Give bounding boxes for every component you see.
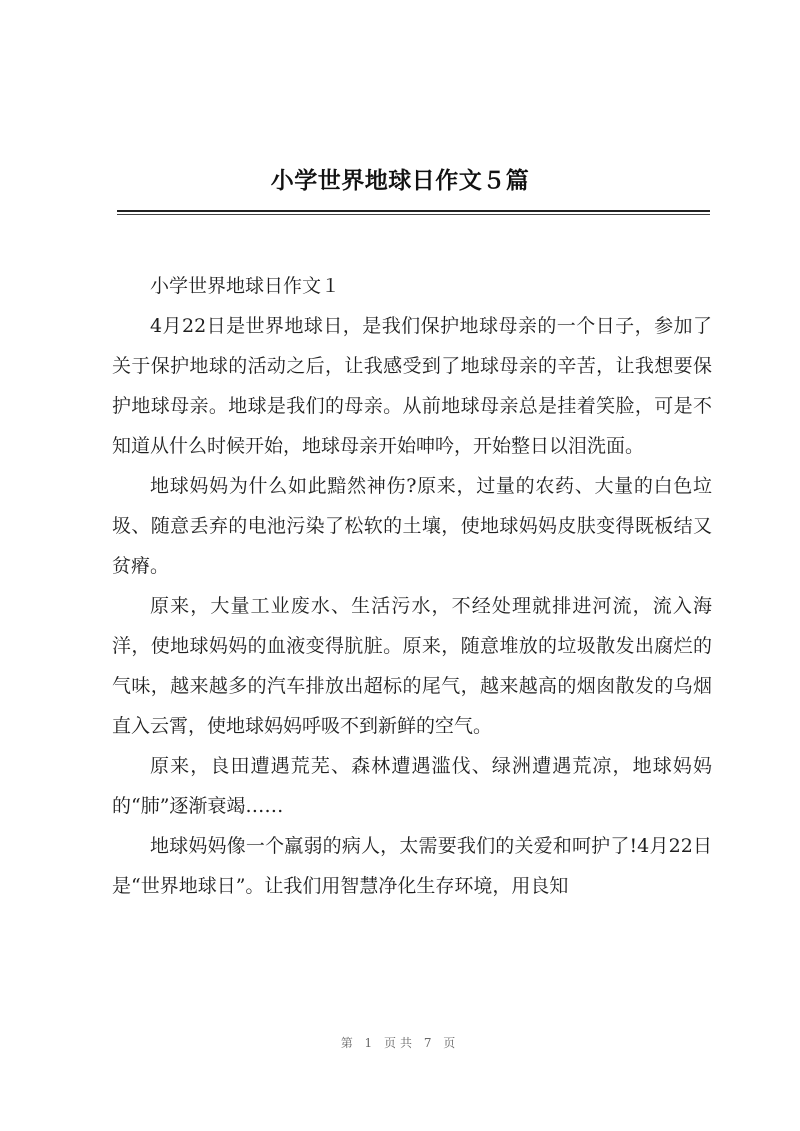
title-divider-thin (117, 214, 710, 215)
page-title: 小学世界地球日作文５篇 (270, 167, 530, 194)
page-footer: 第 1 页共 7 页 (340, 1036, 460, 1050)
title-divider-thick (117, 210, 710, 212)
document-body (112, 266, 712, 906)
paragraph-1: 4月22日是世界地球日，是我们保护地球母亲的一个日子，参加了关于保护地球的活动之后，让我感受到了地球母亲的辛苦，让我想要保护地球母亲。地球是我们的母亲。从前地球母亲总是挂着笑脸，可是不知道从什么时候开始，地球母亲开始呻吟，开始整日以泪洗面。 (112, 315, 712, 457)
paragraph-3: 原来，大量工业废水、生活污水，不经处理就排进河流，流入海洋，使地球妈妈的血液变得肮脏。原来，随意堆放的垃圾散发出腐烂的气味，越来越多的汽车排放出超标的尾气，越来越高的烟囱散发的乌烟直入云霄，使地球妈妈呼吸不到新鲜的空气。 (112, 595, 712, 737)
section-heading: 小学世界地球日作文１ (150, 275, 341, 297)
paragraph-4: 原来，良田遭遇荒芜、森林遭遇滥伐、绿洲遭遇荒凉，地球妈妈的“肺”逐渐衰竭…… (112, 755, 712, 817)
paragraph-5: 地球妈妈像一个羸弱的病人，太需要我们的关爱和呵护了!4月22日是“世界地球日”。让我们用智慧净化生存环境，用良知 (112, 835, 712, 897)
paragraph-2: 地球妈妈为什么如此黯然神伤?原来，过量的农药、大量的白色垃圾、随意丢弃的电池污染了松软的土壤，使地球妈妈皮肤变得既板结又贫瘠。 (112, 475, 712, 577)
